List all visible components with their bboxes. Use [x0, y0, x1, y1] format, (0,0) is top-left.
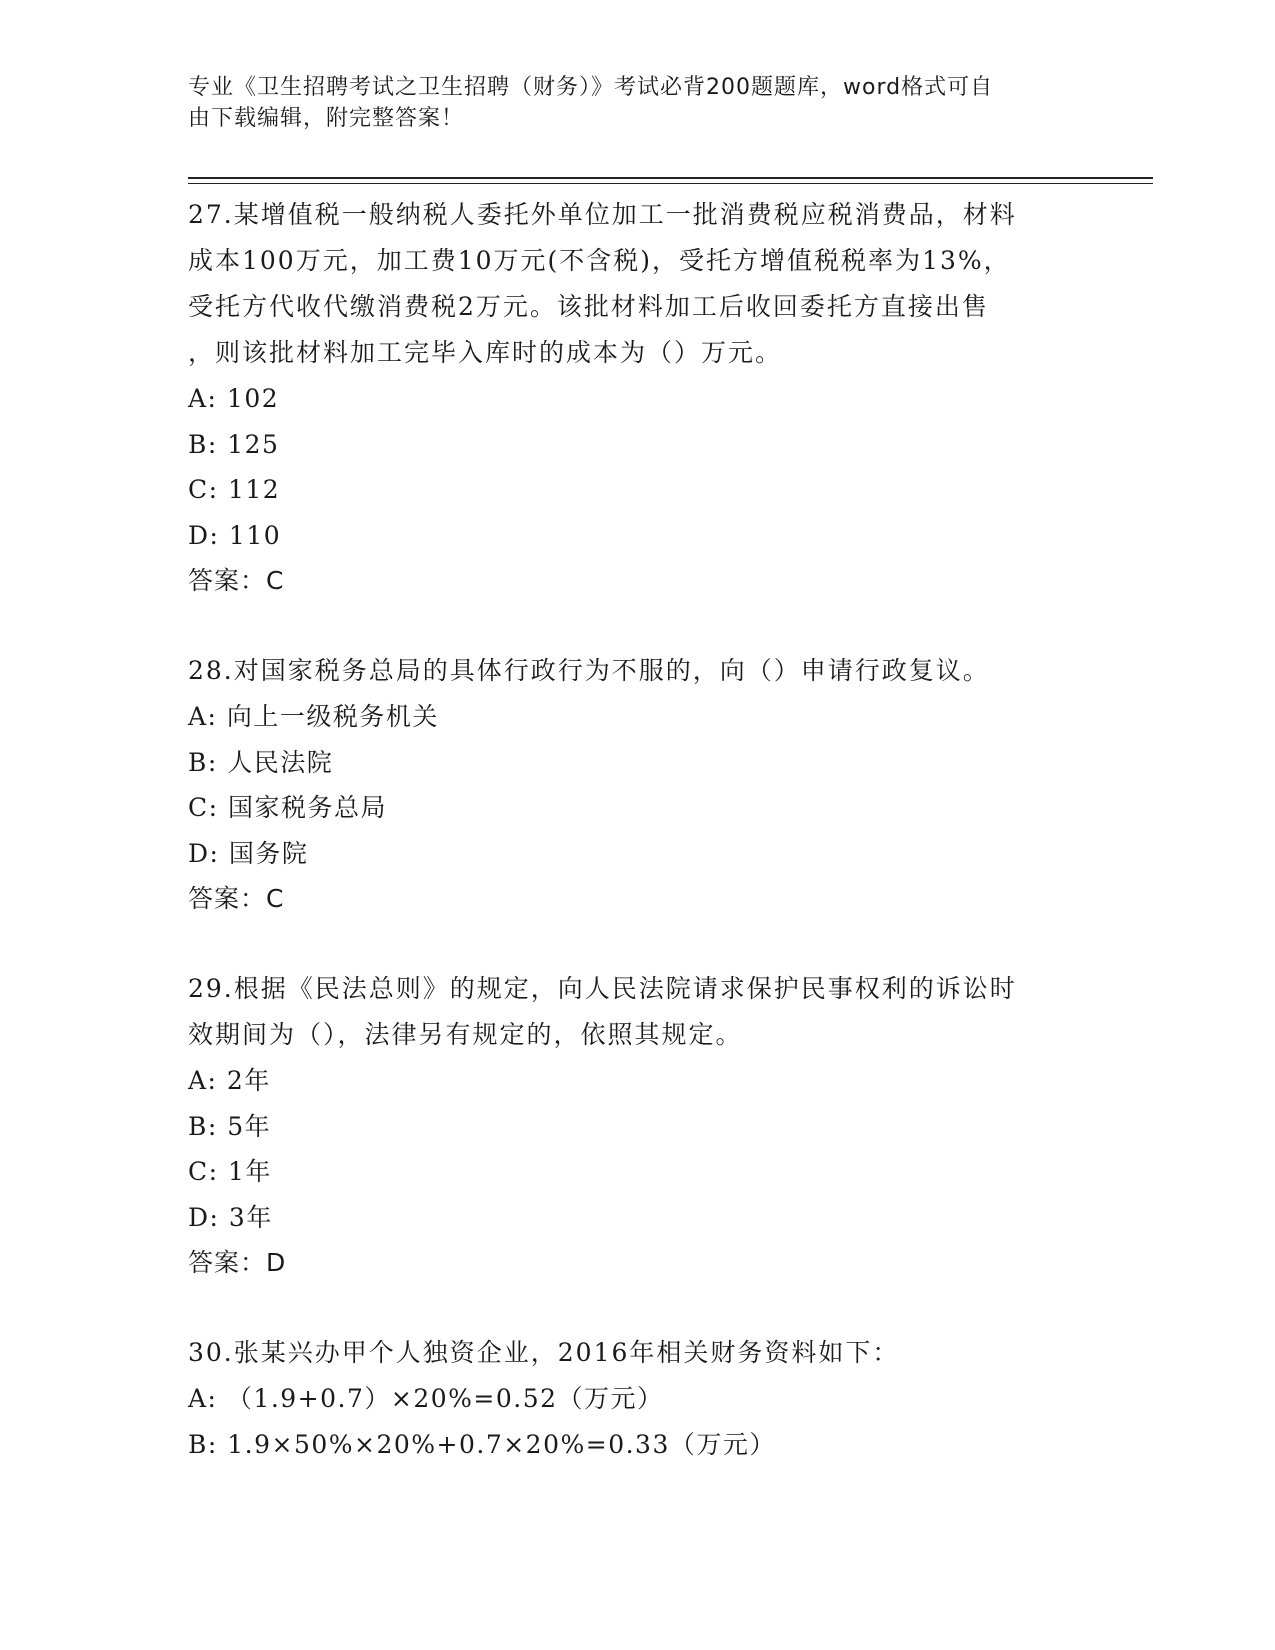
option-a: A: 2年 — [188, 1066, 271, 1095]
question-30 — [188, 1330, 1088, 1467]
question-stem-line: 28.对国家税务总局的具体行政行为不服的，向（）申请行政复议。 — [188, 656, 990, 685]
question-27 — [188, 192, 1088, 604]
option-b: B: 1.9×50%×20%+0.7×20%=0.33（万元） — [188, 1429, 776, 1459]
option-b: B: 人民法院 — [188, 747, 334, 777]
header-line-1: 专业《卫生招聘考试之卫生招聘（财务）》考试必背200题题库，word格式可自 — [188, 75, 994, 100]
header-line-2: 由下载编辑，附完整答案！ — [188, 106, 465, 131]
option-d: D: 国务院 — [188, 838, 309, 868]
question-28 — [188, 648, 1088, 922]
question-29 — [188, 966, 1088, 1286]
option-a: A: （1.9+0.7）×20%=0.52（万元） — [188, 1384, 664, 1413]
option-c: C: 112 — [188, 475, 281, 504]
header-divider-thin — [188, 183, 1153, 184]
answer-line: 答案：D — [188, 1248, 287, 1277]
option-c: C: 1年 — [188, 1157, 272, 1186]
question-stem-line: 成本100万元，加工费10万元(不含税)，受托方增值税税率为13%， — [188, 246, 1011, 275]
option-a: A: 102 — [188, 384, 280, 413]
question-stem-line: 29.根据《民法总则》的规定，向人民法院请求保护民事权利的诉讼时 — [188, 974, 1017, 1003]
question-stem-line: 30.张某兴办甲个人独资企业，2016年相关财务资料如下： — [188, 1338, 900, 1367]
answer-line: 答案：C — [188, 884, 285, 913]
question-list — [188, 192, 1088, 1511]
option-c: C: 国家税务总局 — [188, 793, 387, 822]
option-b: B: 5年 — [188, 1111, 272, 1141]
option-d: D: 110 — [188, 520, 282, 550]
option-b: B: 125 — [188, 429, 280, 459]
question-stem-line: ，则该批材料加工完毕入库时的成本为（）万元。 — [188, 338, 783, 367]
document-header — [188, 72, 1068, 134]
question-stem-line: 效期间为（），法律另有规定的，依照其规定。 — [188, 1020, 743, 1049]
answer-line: 答案：C — [188, 566, 285, 595]
header-divider-thick — [188, 177, 1153, 179]
question-stem-line: 27.某增值税一般纳税人委托外单位加工一批消费税应税消费品，材料 — [188, 200, 1017, 229]
option-d: D: 3年 — [188, 1202, 273, 1232]
option-a: A: 向上一级税务机关 — [188, 702, 439, 731]
question-stem-line: 受托方代收代缴消费税2万元。该批材料加工后收回委托方直接出售 — [188, 292, 989, 321]
